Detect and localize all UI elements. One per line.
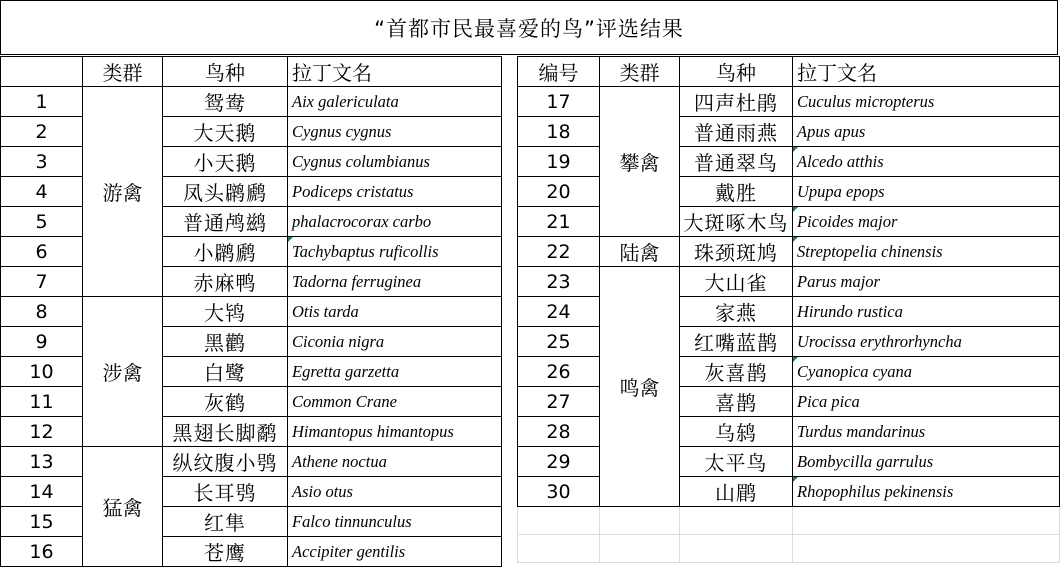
table-row (1, 87, 502, 117)
bird-latin-name-cell[interactable]: Urocissa erythrorhyncha (793, 327, 1060, 357)
right-header-species[interactable]: 鸟种 (680, 57, 793, 87)
table-row (1, 507, 502, 537)
bird-chinese-name-cell[interactable]: 小䴙䴘 (163, 237, 288, 267)
bird-number-cell[interactable]: 22 (518, 237, 600, 267)
bird-latin-name-cell[interactable]: Apus apus (793, 117, 1060, 147)
table-row (1, 327, 502, 357)
bird-latin-name-cell[interactable]: Aix galericulata (288, 87, 502, 117)
sheet-title: “首都市民最喜爱的鸟”评选结果 (0, 0, 1058, 55)
bird-latin-name-cell[interactable]: Cygnus cygnus (288, 117, 502, 147)
bird-chinese-name-cell[interactable]: 白鹭 (163, 357, 288, 387)
bird-latin-name-cell[interactable]: Ciconia nigra (288, 327, 502, 357)
bird-latin-name-cell[interactable]: Tachybaptus ruficollis (288, 237, 502, 267)
bird-latin-name-cell[interactable]: Alcedo atthis (793, 147, 1060, 177)
bird-number-cell[interactable]: 30 (518, 477, 600, 507)
left-header-latin[interactable]: 拉丁文名 (288, 57, 502, 87)
table-row (518, 147, 1060, 177)
table-row (1, 537, 502, 567)
bird-chinese-name-cell[interactable]: 大天鹅 (163, 117, 288, 147)
table-row (1, 147, 502, 177)
bird-number-cell[interactable]: 10 (1, 357, 83, 387)
table-row (518, 207, 1060, 237)
bird-chinese-name-cell[interactable]: 纵纹腹小鸮 (163, 447, 288, 477)
bird-number-cell[interactable]: 8 (1, 297, 83, 327)
table-row (518, 87, 1060, 117)
bird-chinese-name-cell[interactable]: 凤头䴙䴘 (163, 177, 288, 207)
bird-number-cell[interactable]: 9 (1, 327, 83, 357)
bird-latin-name-cell[interactable]: Pica pica (793, 387, 1060, 417)
bird-latin-name-cell[interactable]: Hirundo rustica (793, 297, 1060, 327)
bird-chinese-name-cell[interactable]: 黑鹳 (163, 327, 288, 357)
bird-chinese-name-cell[interactable]: 山鹛 (680, 477, 793, 507)
table-row (518, 447, 1060, 477)
bird-chinese-name-cell[interactable]: 长耳鸮 (163, 477, 288, 507)
empty-cell[interactable] (680, 507, 793, 535)
bird-group-cell[interactable]: 陆禽 (600, 237, 680, 267)
table-row (518, 327, 1060, 357)
bird-chinese-name-cell[interactable]: 普通翠鸟 (680, 147, 793, 177)
bird-latin-name-cell[interactable]: Cyanopica cyana (793, 357, 1060, 387)
bird-number-cell[interactable]: 25 (518, 327, 600, 357)
left-header-row (1, 57, 502, 87)
bird-number-cell[interactable]: 11 (1, 387, 83, 417)
bird-latin-name-cell[interactable]: Falco tinnunculus (288, 507, 502, 537)
bird-chinese-name-cell[interactable]: 苍鹰 (163, 537, 288, 567)
table-row (518, 267, 1060, 297)
bird-number-cell[interactable]: 1 (1, 87, 83, 117)
bird-latin-name-cell[interactable]: Otis tarda (288, 297, 502, 327)
bird-chinese-name-cell[interactable]: 大鸨 (163, 297, 288, 327)
bird-latin-name-cell[interactable]: phalacrocorax carbo (288, 207, 502, 237)
bird-latin-name-cell[interactable]: Podiceps cristatus (288, 177, 502, 207)
table-row (1, 297, 502, 327)
table-row (518, 357, 1060, 387)
bird-number-cell[interactable]: 24 (518, 297, 600, 327)
left-header-group[interactable]: 类群 (83, 57, 163, 87)
bird-number-cell[interactable]: 26 (518, 357, 600, 387)
table-row (1, 207, 502, 237)
bird-number-cell[interactable]: 27 (518, 387, 600, 417)
empty-row (518, 507, 1060, 535)
bird-chinese-name-cell[interactable]: 四声杜鹃 (680, 87, 793, 117)
bird-number-cell[interactable]: 28 (518, 417, 600, 447)
table-row (518, 477, 1060, 507)
right-header-latin[interactable]: 拉丁文名 (793, 57, 1060, 87)
bird-number-cell[interactable]: 5 (1, 207, 83, 237)
bird-latin-name-cell[interactable]: Athene noctua (288, 447, 502, 477)
bird-number-cell[interactable]: 3 (1, 147, 83, 177)
bird-group-cell[interactable]: 攀禽 (600, 87, 680, 237)
bird-latin-name-cell[interactable]: Cygnus columbianus (288, 147, 502, 177)
right-header-row (518, 57, 1060, 87)
table-row (1, 117, 502, 147)
left-bird-table (0, 56, 502, 567)
bird-number-cell[interactable]: 13 (1, 447, 83, 477)
bird-number-cell[interactable]: 2 (1, 117, 83, 147)
bird-chinese-name-cell[interactable]: 太平鸟 (680, 447, 793, 477)
bird-number-cell[interactable]: 16 (1, 537, 83, 567)
bird-chinese-name-cell[interactable]: 普通鸬鹚 (163, 207, 288, 237)
bird-number-cell[interactable]: 20 (518, 177, 600, 207)
bird-chinese-name-cell[interactable]: 小天鹅 (163, 147, 288, 177)
right-bird-table (517, 56, 1060, 563)
bird-number-cell[interactable]: 14 (1, 477, 83, 507)
table-row (518, 297, 1060, 327)
bird-chinese-name-cell[interactable]: 赤麻鸭 (163, 267, 288, 297)
bird-chinese-name-cell[interactable]: 喜鹊 (680, 387, 793, 417)
bird-latin-name-cell[interactable]: Picoides major (793, 207, 1060, 237)
bird-number-cell[interactable]: 15 (1, 507, 83, 537)
table-row (1, 477, 502, 507)
bird-number-cell[interactable]: 4 (1, 177, 83, 207)
table-row (1, 237, 502, 267)
bird-number-cell[interactable]: 12 (1, 417, 83, 447)
table-row (1, 387, 502, 417)
bird-chinese-name-cell[interactable]: 珠颈斑鸠 (680, 237, 793, 267)
bird-latin-name-cell[interactable]: Upupa epops (793, 177, 1060, 207)
bird-latin-name-cell[interactable]: Rhopophilus pekinensis (793, 477, 1060, 507)
bird-number-cell[interactable]: 7 (1, 267, 83, 297)
bird-chinese-name-cell[interactable]: 大山雀 (680, 267, 793, 297)
bird-chinese-name-cell[interactable]: 灰鹤 (163, 387, 288, 417)
bird-chinese-name-cell[interactable]: 大斑啄木鸟 (680, 207, 793, 237)
bird-group-cell[interactable]: 涉禽 (83, 297, 163, 447)
table-row (1, 267, 502, 297)
bird-chinese-name-cell[interactable]: 戴胜 (680, 177, 793, 207)
bird-latin-name-cell[interactable]: Asio otus (288, 477, 502, 507)
bird-number-cell[interactable]: 23 (518, 267, 600, 297)
empty-cell[interactable] (793, 535, 1060, 563)
left-header-species[interactable]: 鸟种 (163, 57, 288, 87)
empty-cell[interactable] (600, 507, 680, 535)
table-row (1, 357, 502, 387)
bird-group-cell[interactable]: 鸣禽 (600, 267, 680, 507)
bird-number-cell[interactable]: 19 (518, 147, 600, 177)
bird-chinese-name-cell[interactable]: 红嘴蓝鹊 (680, 327, 793, 357)
bird-latin-name-cell[interactable]: Himantopus himantopus (288, 417, 502, 447)
empty-cell[interactable] (793, 507, 1060, 535)
table-row (518, 417, 1060, 447)
bird-chinese-name-cell[interactable]: 鸳鸯 (163, 87, 288, 117)
bird-latin-name-cell[interactable]: Accipiter gentilis (288, 537, 502, 567)
left-header-number[interactable] (1, 57, 83, 87)
bird-number-cell[interactable]: 6 (1, 237, 83, 267)
table-row (518, 237, 1060, 267)
bird-number-cell[interactable]: 18 (518, 117, 600, 147)
bird-chinese-name-cell[interactable]: 灰喜鹊 (680, 357, 793, 387)
empty-cell[interactable] (680, 535, 793, 563)
bird-group-cell[interactable]: 猛禽 (83, 447, 163, 567)
table-row (1, 177, 502, 207)
bird-latin-name-cell[interactable]: Egretta garzetta (288, 357, 502, 387)
bird-latin-name-cell[interactable]: Tadorna ferruginea (288, 267, 502, 297)
empty-cell[interactable] (518, 535, 600, 563)
bird-latin-name-cell[interactable]: Streptopelia chinensis (793, 237, 1060, 267)
bird-chinese-name-cell[interactable]: 黑翅长脚鹬 (163, 417, 288, 447)
empty-cell[interactable] (600, 535, 680, 563)
bird-chinese-name-cell[interactable]: 乌鸫 (680, 417, 793, 447)
bird-latin-name-cell[interactable]: Turdus mandarinus (793, 417, 1060, 447)
right-header-number[interactable]: 编号 (518, 57, 600, 87)
bird-number-cell[interactable]: 29 (518, 447, 600, 477)
table-row (518, 387, 1060, 417)
table-row (1, 417, 502, 447)
table-row (518, 117, 1060, 147)
bird-number-cell[interactable]: 17 (518, 87, 600, 117)
bird-latin-name-cell[interactable]: Cuculus micropterus (793, 87, 1060, 117)
empty-cell[interactable] (518, 507, 600, 535)
bird-chinese-name-cell[interactable]: 家燕 (680, 297, 793, 327)
empty-row (518, 535, 1060, 563)
bird-latin-name-cell[interactable]: Common Crane (288, 387, 502, 417)
bird-group-cell[interactable]: 游禽 (83, 87, 163, 297)
table-row (1, 447, 502, 477)
bird-latin-name-cell[interactable]: Parus major (793, 267, 1060, 297)
right-header-group[interactable]: 类群 (600, 57, 680, 87)
table-row (518, 177, 1060, 207)
bird-chinese-name-cell[interactable]: 红隼 (163, 507, 288, 537)
bird-number-cell[interactable]: 21 (518, 207, 600, 237)
bird-latin-name-cell[interactable]: Bombycilla garrulus (793, 447, 1060, 477)
bird-chinese-name-cell[interactable]: 普通雨燕 (680, 117, 793, 147)
